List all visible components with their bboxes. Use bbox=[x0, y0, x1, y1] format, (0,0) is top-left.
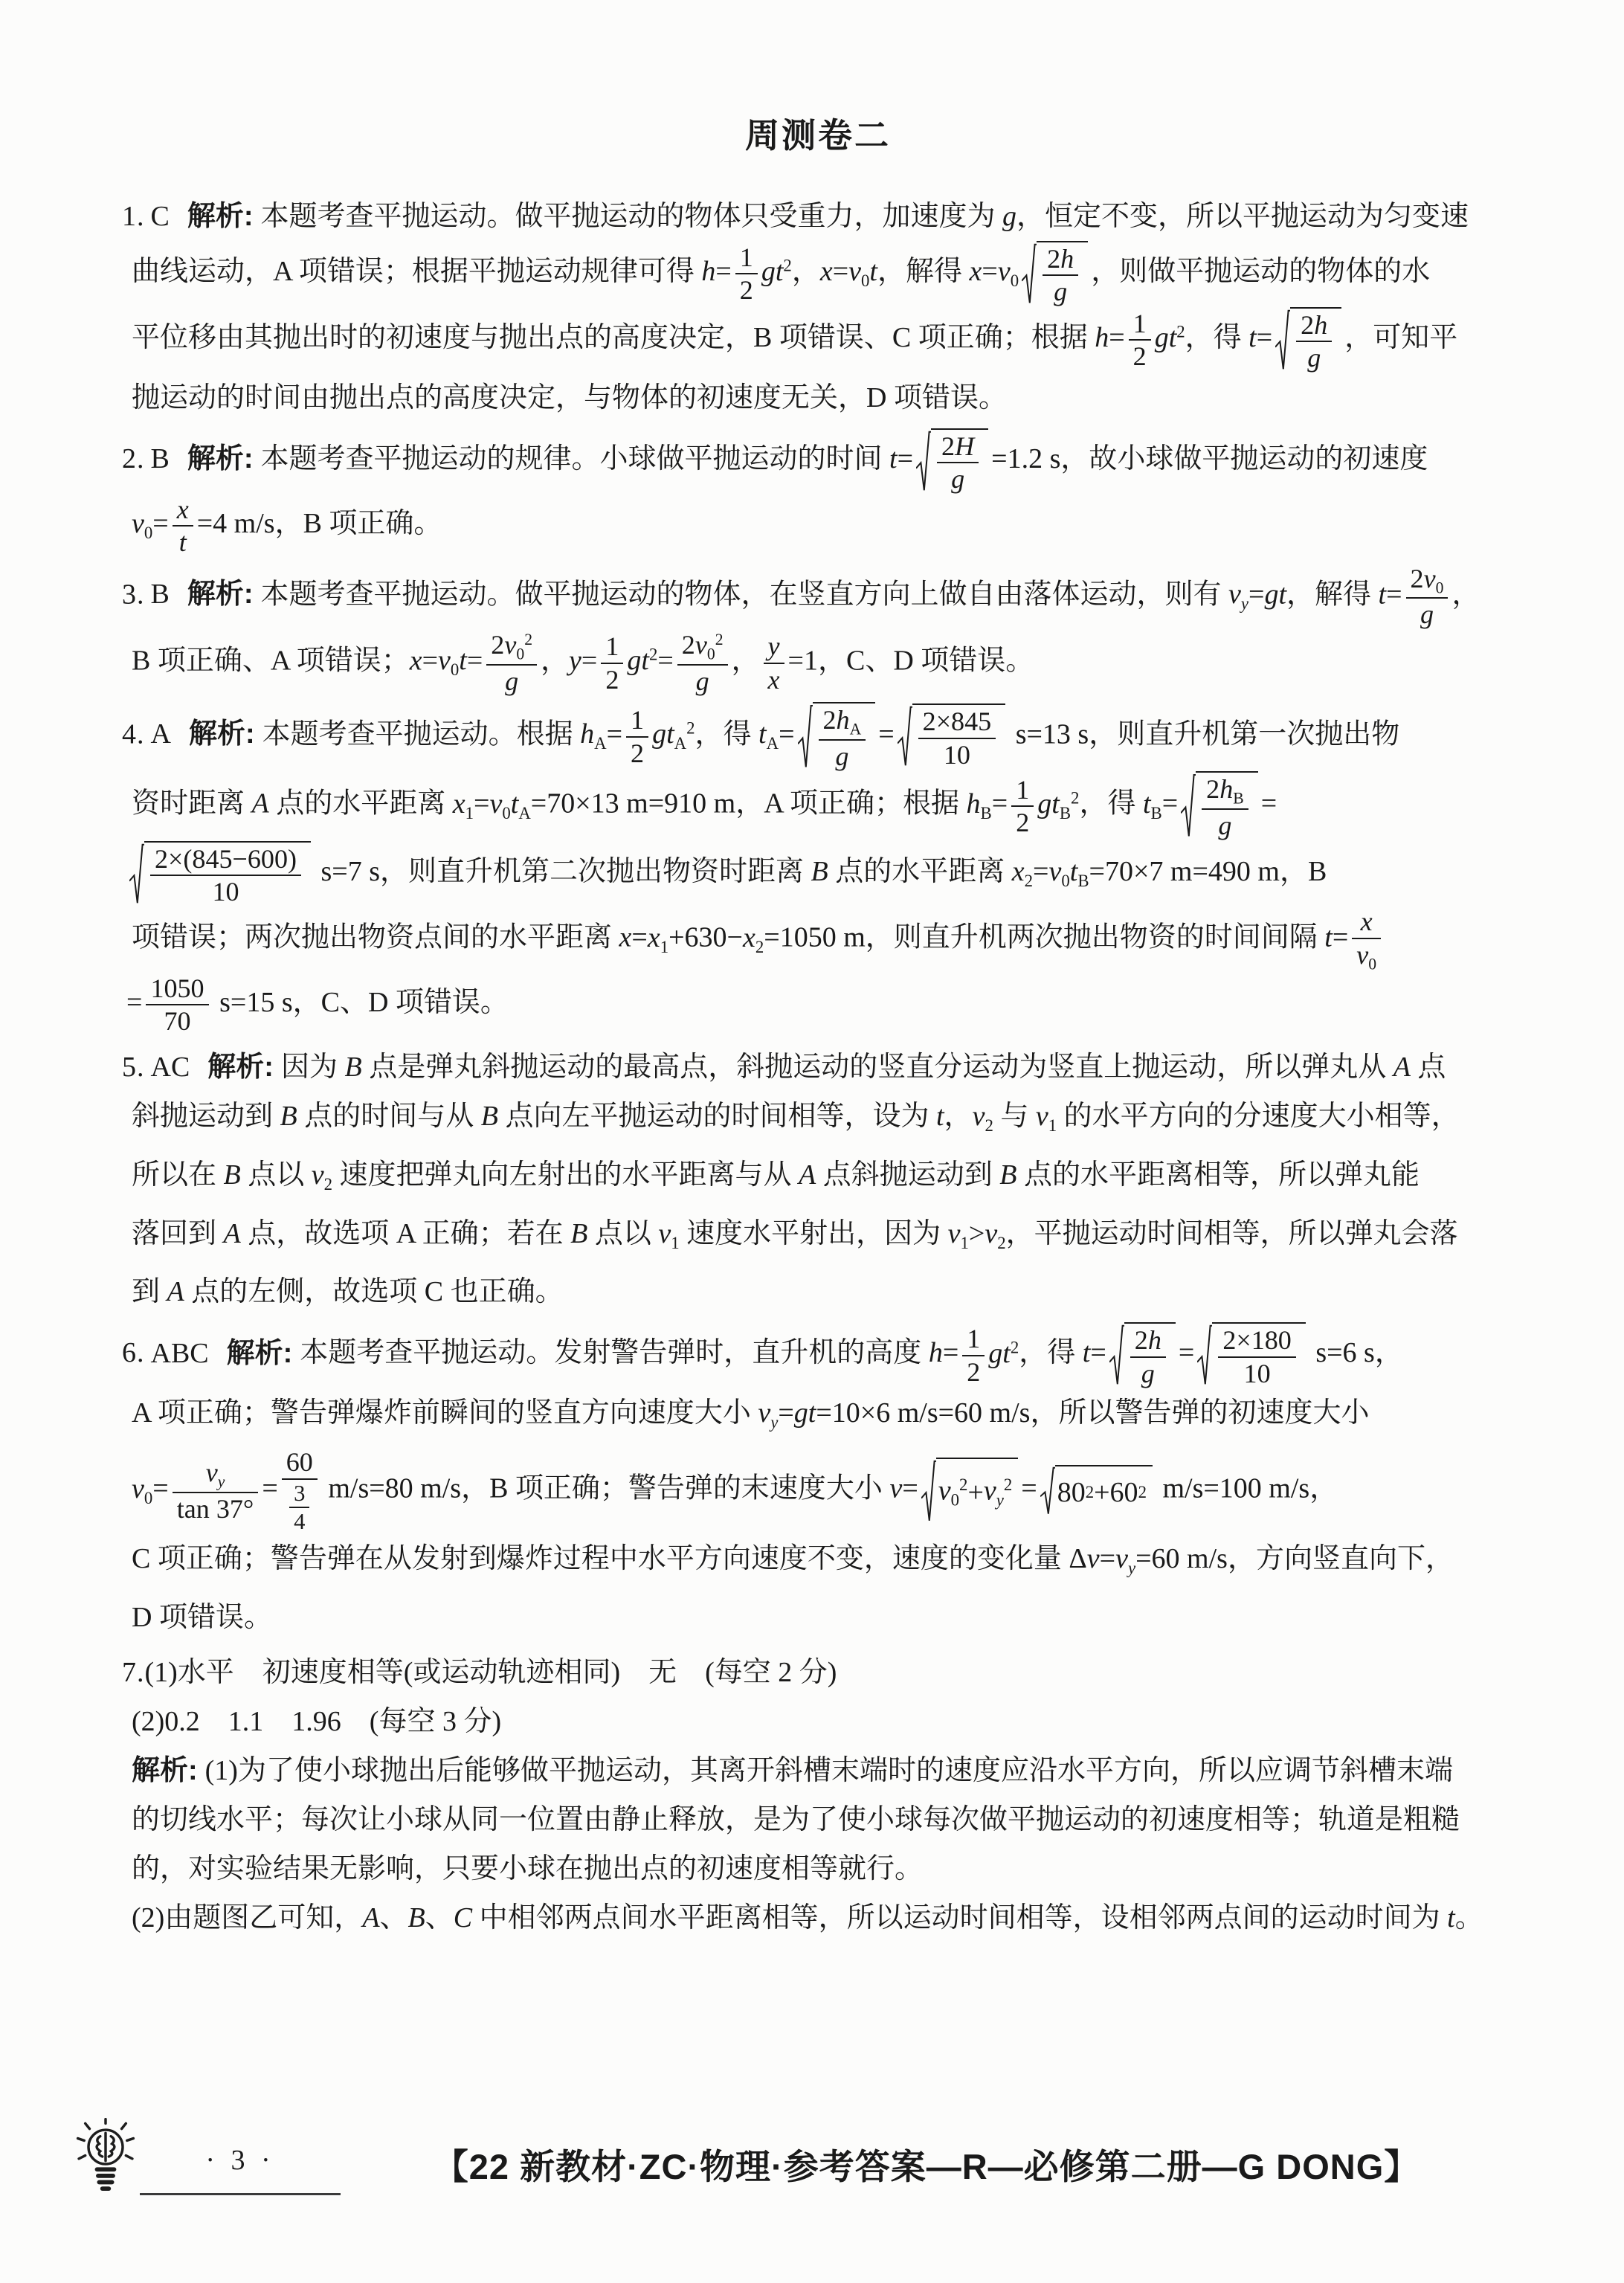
answer-letter: AC bbox=[150, 1051, 190, 1083]
answer-letter: ABC bbox=[150, 1337, 209, 1369]
questions bbox=[122, 192, 1514, 1942]
answer-line: 斜抛运动到 B 点的时间与从 B 点向左平抛运动的时间相等，设为 t，$v_2$ 与 $v_1$ 的水平方向的分速度大小相等， bbox=[132, 1100, 1460, 1135]
answer-letter: A bbox=[150, 718, 171, 750]
analysis-label: 解析: bbox=[226, 1337, 293, 1369]
question-number: 4. bbox=[122, 718, 145, 750]
answer-line: 解析: (1)为了使小球抛出后能够做平抛运动，其离开斜槽末端时的速度应沿水平方向，所以应调节斜槽末端 bbox=[132, 1755, 1453, 1787]
answer-line: 的切线水平；每次让小球从同一位置由静止释放，是为了使小球每次做平抛运动的初速度相等；轨道是粗糙 bbox=[132, 1804, 1460, 1836]
question-block bbox=[122, 428, 1514, 558]
answer-line: 7.(1)水平 初速度相等(或运动轨迹相同) 无 (每空 2 分) bbox=[122, 1657, 837, 1689]
answer-line: 到 A 点的左侧，故选项 C 也正确。 bbox=[132, 1276, 564, 1308]
answer-line: 平位移由其抛出时的初速度与抛出点的高度决定，B 项错误、C 项正确；根据 h= $\frac{1}{2}$ $gt^2$，得 t= $\frac{2h}{g}$ ，可知平 bbox=[132, 308, 1458, 373]
answer-letter: B bbox=[150, 442, 170, 474]
question-block bbox=[122, 1043, 1514, 1317]
answer-letter: C bbox=[150, 201, 170, 232]
question-number: 1. bbox=[122, 201, 145, 232]
analysis-label: 解析: bbox=[187, 201, 254, 232]
question-block bbox=[122, 702, 1514, 1036]
answer-letter: B bbox=[150, 578, 170, 610]
answer-line: (2)0.2 1.1 1.96 (每空 3 分) bbox=[132, 1706, 502, 1738]
analysis-label: 解析: bbox=[207, 1051, 274, 1083]
answer-line: 曲线运动，A 项错误；根据平抛运动规律可得 h= $\frac{1}{2}$ $gt^2$，$x=v_0t$，解得 $x=v_0$ $\frac{2h}{g}$ ，则做平抛运动的物体的水 bbox=[132, 242, 1431, 307]
answer-line: 4. A 解析: 本题考查平抛运动。根据 $h_A=$ $\frac{1}{2}$ $gt_A^2$，得 $t_A=$ $\frac{2h_A}{g}$ = $\frac{2\times 845}{10}$ s=13 s，则直升机第一次抛出物 bbox=[122, 702, 1514, 771]
answer-line: C 项正确；警告弹在从发射到爆炸过程中水平方向速度不变，速度的变化量 $\Delta v=v_y=60$ m/s，方向竖直向下， bbox=[132, 1543, 1454, 1578]
answer-line: D 项错误。 bbox=[132, 1602, 272, 1634]
answer-line: A 项正确；警告弹爆炸前瞬间的竖直方向速度大小 $v_y=gt=10\times 6$ m/s=60 m/s，所以警告弹的初速度大小 bbox=[132, 1397, 1370, 1432]
answer-line: 资时距离 A 点的水平距离 $x_1=v_0t_A=70\times 13$ m=910 m，A 项正确；根据 $h_B=$ $\frac{1}{2}$ $gt_B^2$，得 $t_B=$ $\frac{2h_B}{g}$ = bbox=[132, 771, 1514, 840]
analysis-label: 解析: bbox=[187, 578, 254, 610]
question-number: 2. bbox=[122, 442, 145, 474]
answer-line: 3. B 解析: 本题考查平抛运动。做平抛运动的物体，在竖直方向上做自由落体运动，则有 $v_y=gt$，解得 t= $\frac{2v_0}{g}$ ， bbox=[122, 563, 1480, 630]
answer-line: $\frac{2\times(845-600)}{10}$ s=7 s，则直升机第二次抛出物资时距离 B 点的水平距离 $x_2=v_0t_B=70\times 7$ m=490 m，B bbox=[126, 841, 1514, 907]
question-block bbox=[122, 1648, 1514, 1942]
answer-line: 落回到 A 点，故选项 A 正确；若在 B 点以 $v_1$ 速度水平射出，因为 $v_1>v_2$，平抛运动时间相等，所以弹丸会落 bbox=[132, 1217, 1458, 1252]
page-number: · 3 · bbox=[140, 2144, 341, 2195]
answer-line: (2)由题图乙可知，A、B、C 中相邻两点间水平距离相等，所以运动时间相等，设相邻两点间的运动时间为 t。 bbox=[132, 1902, 1483, 1934]
answer-line: 抛运动的时间由抛出点的高度决定，与物体的初速度无关，D 项错误。 bbox=[132, 381, 1007, 413]
answer-line: 5. AC 解析: 因为 B 点是弹丸斜抛运动的最高点，斜抛运动的竖直分运动为竖直上抛运动，所以弹丸从 A 点 bbox=[122, 1051, 1446, 1083]
imprint: 【22 新教材·ZC·物理·参考答案—R—必修第二册—G DONG】 bbox=[433, 2147, 1420, 2186]
question-number: 7. bbox=[122, 1657, 145, 1689]
question-number: 3. bbox=[122, 578, 145, 610]
answer-line: 1. C 解析: 本题考查平抛运动。做平抛运动的物体只受重力，加速度为 g，恒定不变，所以平抛运动为匀变速 bbox=[122, 201, 1469, 232]
answer-line: $v_0=$ $\frac{v_y}{\tan 37^\circ}$ = $\frac{60}{\frac{3}{4}}$ m/s=80 m/s，B 项正确；警告弹的末速度大小 v= $v_0^2$ + $v_y^2$ = 80 2 +60 2 m/s=100 m/s， bbox=[132, 1447, 1338, 1535]
analysis-label: 解析: bbox=[188, 718, 255, 750]
question-number: 5. bbox=[122, 1051, 145, 1083]
question-block bbox=[122, 192, 1514, 422]
question-block bbox=[122, 1322, 1514, 1642]
answer-line: = $\frac{1050}{70}$ s=15 s，C、D 项错误。 bbox=[126, 973, 509, 1037]
answer-line: $v_0=$ $\frac{x}{t}$ =4 m/s，B 项正确。 bbox=[132, 494, 442, 557]
answer-line: B 项正确、A 项错误；$x=v_0t=$ $\frac{2v_0^2}{g}$ ，y= $\frac{1}{2}$ $gt^2=$ $\frac{2v_0^2}{g}$ ， $\frac{y}{x}$ =1，C、D 项错误。 bbox=[132, 629, 1034, 696]
page-title: 周测卷二 bbox=[745, 116, 891, 155]
footer bbox=[71, 2118, 1512, 2195]
lightbulb-brain-icon bbox=[71, 2118, 140, 2195]
answer-line: 2. B 解析: 本题考查平抛运动的规律。小球做平抛运动的时间 t= $\frac{2H}{g}$ =1.2 s，故小球做平抛运动的初速度 bbox=[122, 428, 1514, 495]
question-number: 6. bbox=[122, 1337, 145, 1369]
analysis-label: 解析: bbox=[132, 1755, 198, 1787]
answer-line: 的，对实验结果无影响，只要小球在抛出点的初速度相等就行。 bbox=[132, 1853, 924, 1885]
answer-line: 6. ABC 解析: 本题考查平抛运动。发射警告弹时，直升机的高度 h= $\frac{1}{2}$ $gt^2$，得 t= $\frac{2h}{g}$ = $\frac{2\times 180}{10}$ s=6 s， bbox=[122, 1324, 1403, 1388]
answer-line: 所以在 B 点以 $v_2$ 速度把弹丸向左射出的水平距离与从 A 点斜抛运动到 B 点的水平距离相等，所以弹丸能 bbox=[132, 1159, 1420, 1194]
answer-line: 项错误；两次抛出物资点间的水平距离 $x=x_1+630-x_2=1050$ m，则直升机两次抛出物资的时间间隔 t= $\frac{x}{v_0}$ bbox=[132, 907, 1514, 973]
analysis-label: 解析: bbox=[187, 442, 254, 474]
question-block bbox=[122, 564, 1514, 697]
